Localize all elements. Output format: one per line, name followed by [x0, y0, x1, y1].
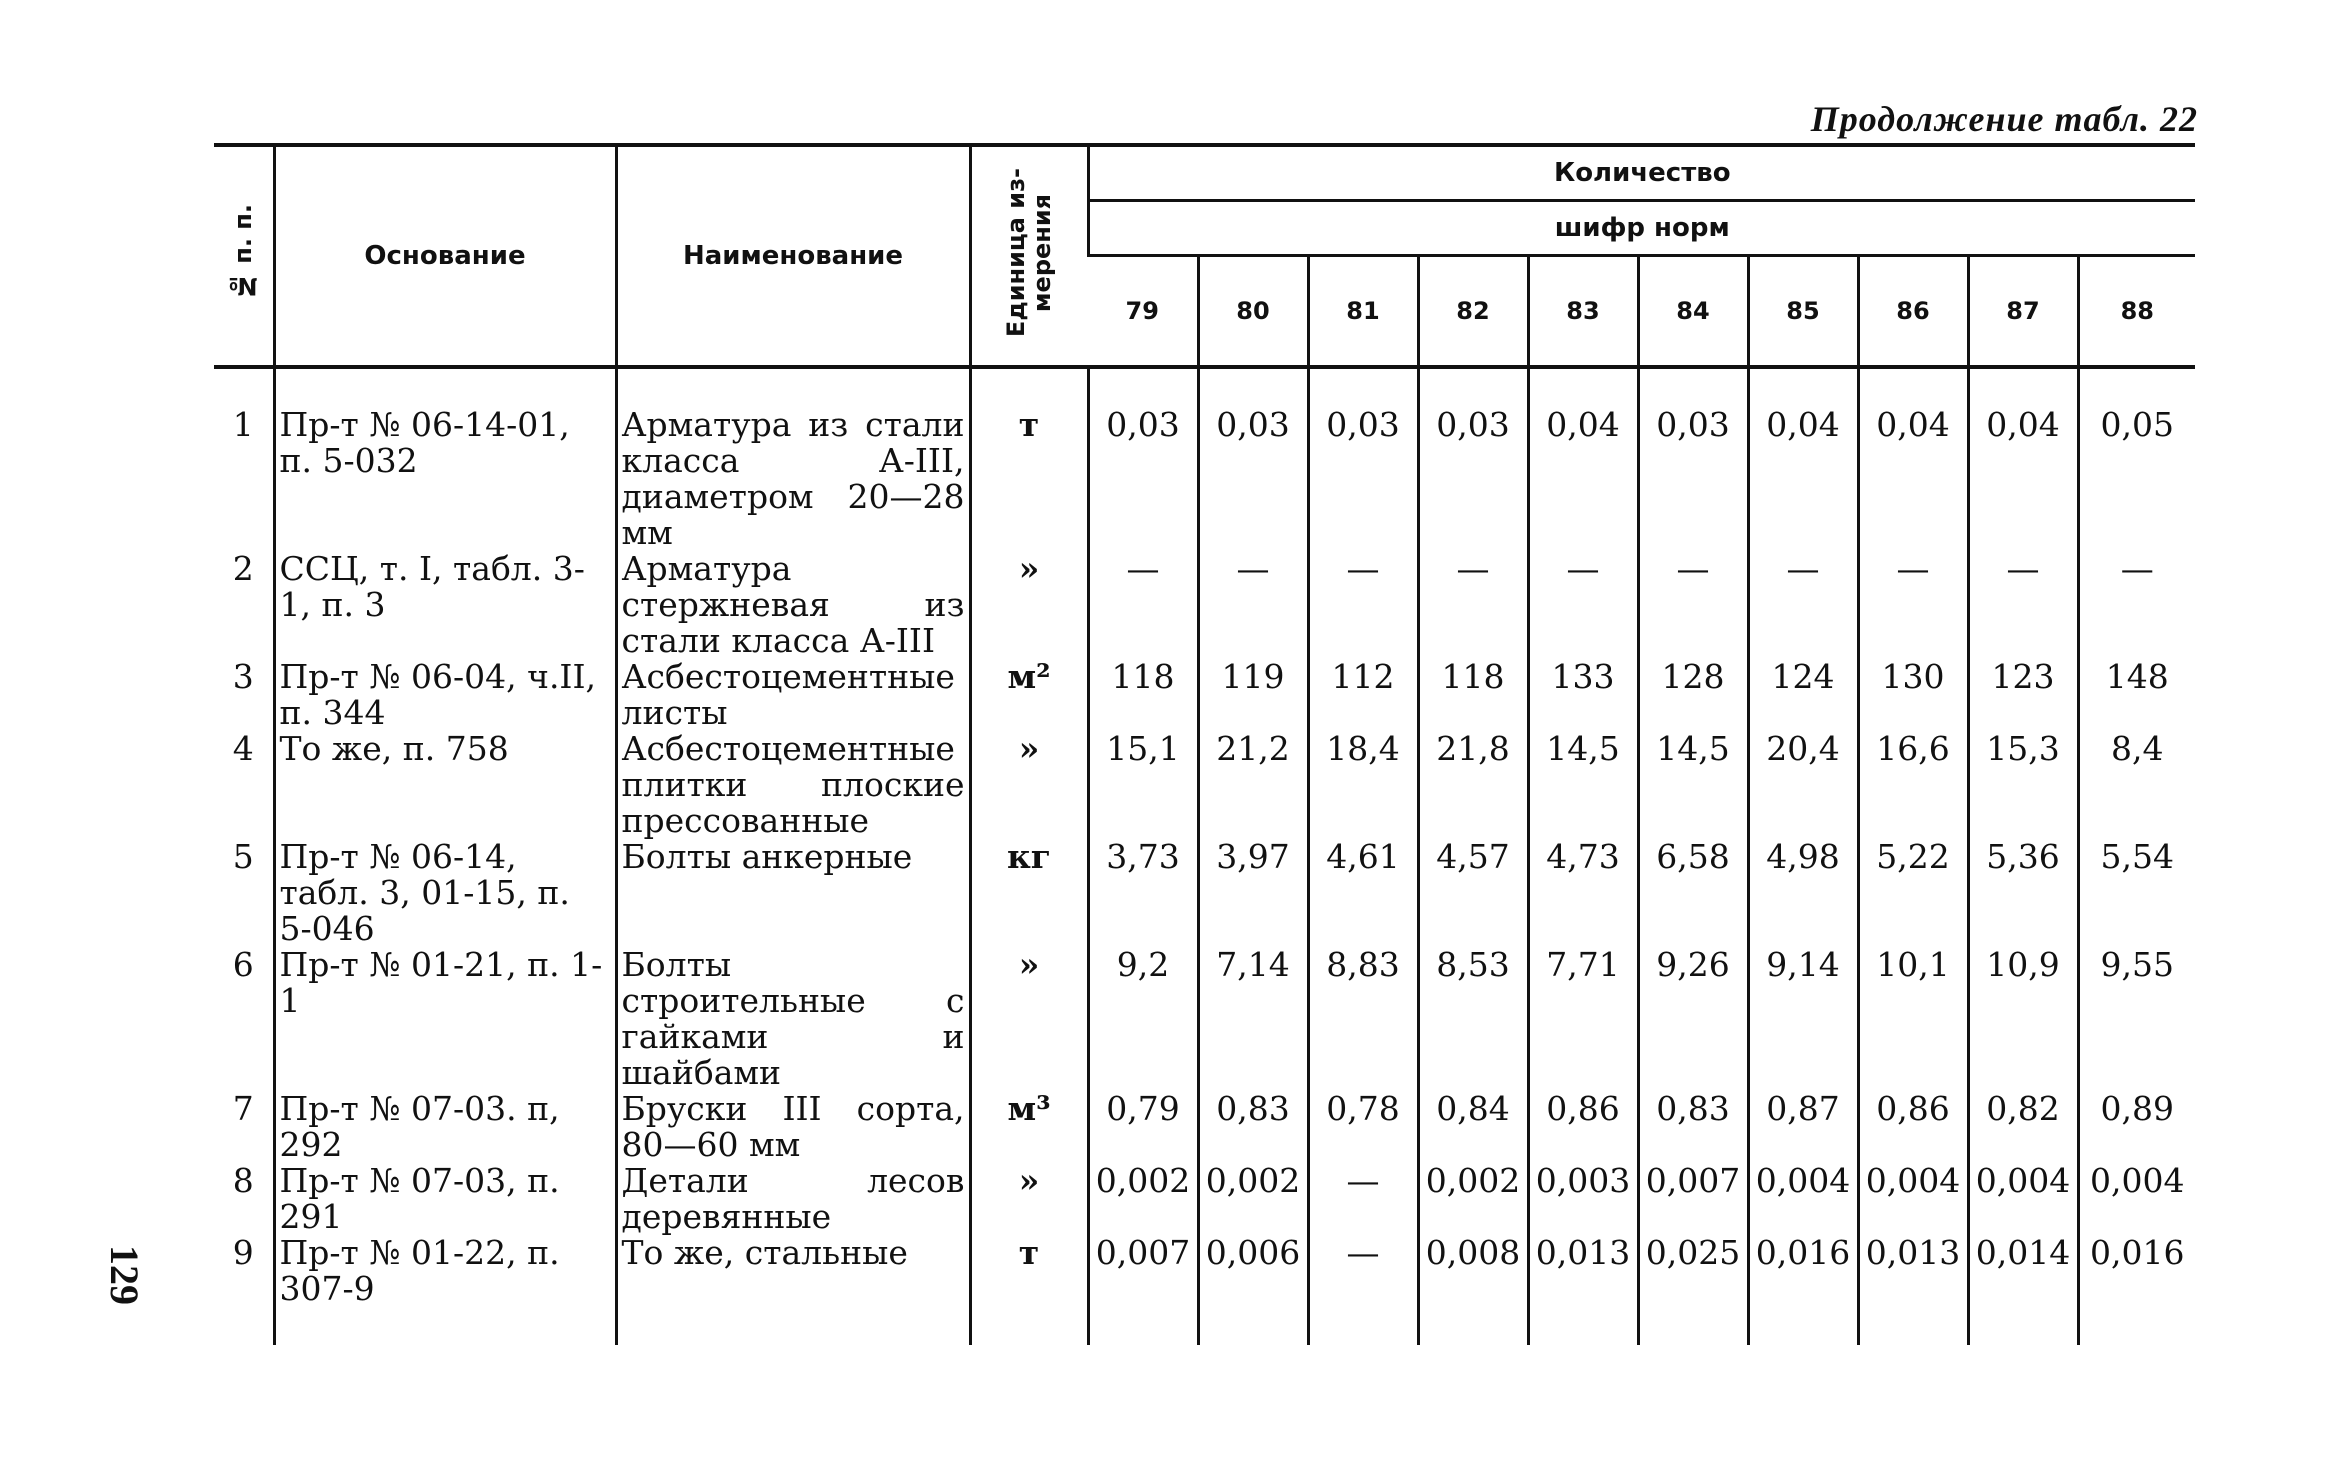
row-quantity-value: 0,002 — [1088, 1163, 1198, 1235]
spacer-cell — [2078, 1307, 2195, 1345]
row-number: 1 — [232, 405, 254, 444]
row-quantity-value: — — [1858, 551, 1968, 659]
row-quantity-value: 0,008 — [1418, 1235, 1528, 1307]
row-quantity-value: 0,002 — [1198, 1163, 1308, 1235]
row-number: 2 — [232, 549, 254, 588]
row-unit: » — [970, 1163, 1088, 1235]
row-quantity-value: 7,71 — [1528, 947, 1638, 1091]
row-quantity-value: 0,79 — [1088, 1091, 1198, 1163]
row-quantity-value: 0,002 — [1418, 1163, 1528, 1235]
row-quantity-value: 5,36 — [1968, 839, 2078, 947]
row-item-name: Бруски III сорта, 80—60 мм — [616, 1091, 970, 1163]
row-quantity-value: 130 — [1858, 659, 1968, 731]
row-number: 4 — [232, 729, 254, 768]
row-quantity-value: 0,006 — [1198, 1235, 1308, 1307]
row-quantity-value: — — [1308, 1235, 1418, 1307]
row-quantity-value: 20,4 — [1748, 731, 1858, 839]
row-number: 7 — [232, 1089, 254, 1128]
row-quantity-value: 0,03 — [1088, 367, 1198, 551]
row-quantity-value: 0,83 — [1638, 1091, 1748, 1163]
row-basis: Пр-т № 07-03. п, 292 — [274, 1091, 616, 1163]
row-quantity-value: 7,14 — [1198, 947, 1308, 1091]
row-quantity-value: 16,6 — [1858, 731, 1968, 839]
row-quantity-value: 118 — [1088, 659, 1198, 731]
row-quantity-value: 10,1 — [1858, 947, 1968, 1091]
row-quantity-value: 14,5 — [1528, 731, 1638, 839]
row-quantity-value: — — [1968, 551, 2078, 659]
row-quantity-value: 0,03 — [1198, 367, 1308, 551]
row-quantity-value: 123 — [1968, 659, 2078, 731]
header-norm-code: 81 — [1308, 256, 1418, 368]
spacer-cell — [1088, 1307, 1198, 1345]
row-quantity-value: 133 — [1528, 659, 1638, 731]
spacer-cell — [1418, 1307, 1528, 1345]
header-no: № п. п. — [214, 145, 274, 367]
row-quantity-value: 0,007 — [1088, 1235, 1198, 1307]
row-quantity-value: 6,58 — [1638, 839, 1748, 947]
row-quantity-value: 0,05 — [2078, 367, 2195, 551]
row-quantity-value: 8,4 — [2078, 731, 2195, 839]
row-basis: Пр-т № 06-04, ч.II, п. 344 — [274, 659, 616, 731]
row-quantity-value: 15,3 — [1968, 731, 2078, 839]
row-quantity-value: 3,97 — [1198, 839, 1308, 947]
spacer-cell — [1748, 1307, 1858, 1345]
row-item-name: Арматура из стали класса А-III, диаметром 20—28 мм — [616, 367, 970, 551]
row-quantity-value: 0,04 — [1748, 367, 1858, 551]
row-quantity-value: 0,025 — [1638, 1235, 1748, 1307]
row-quantity-value: 0,003 — [1528, 1163, 1638, 1235]
table-row — [214, 367, 2195, 551]
table-row — [214, 731, 2195, 839]
row-basis: Пр-т № 06-14-01, п. 5-032 — [274, 367, 616, 551]
header-norm-code: 87 — [1968, 256, 2078, 368]
row-quantity-value: 0,013 — [1528, 1235, 1638, 1307]
row-quantity-value: 0,016 — [1748, 1235, 1858, 1307]
header-norm-code: 82 — [1418, 256, 1528, 368]
header-norm-code: 83 — [1528, 256, 1638, 368]
table-caption: Продолжение табл. 22 — [1810, 99, 2198, 139]
row-number: 8 — [232, 1161, 254, 1200]
row-quantity-value: — — [1528, 551, 1638, 659]
row-item-name: Детали лесов деревянные — [616, 1163, 970, 1235]
row-quantity-value: 21,2 — [1198, 731, 1308, 839]
row-quantity-value: 0,78 — [1308, 1091, 1418, 1163]
row-quantity-value: 0,004 — [1748, 1163, 1858, 1235]
row-unit: кг — [970, 839, 1088, 947]
row-quantity-value: 124 — [1748, 659, 1858, 731]
spacer-cell — [970, 1307, 1088, 1345]
row-number: 9 — [232, 1233, 254, 1272]
row-quantity-value: — — [1418, 551, 1528, 659]
row-quantity-value: 21,8 — [1418, 731, 1528, 839]
row-quantity-value: 0,83 — [1198, 1091, 1308, 1163]
row-quantity-value: — — [1748, 551, 1858, 659]
table-row — [214, 839, 2195, 947]
row-quantity-value: — — [1638, 551, 1748, 659]
row-quantity-value: — — [1198, 551, 1308, 659]
page-number: 129 — [102, 1245, 147, 1305]
row-unit: т — [970, 367, 1088, 551]
row-quantity-value: 119 — [1198, 659, 1308, 731]
row-quantity-value: — — [2078, 551, 2195, 659]
row-quantity-value: 9,2 — [1088, 947, 1198, 1091]
row-basis: То же, п. 758 — [274, 731, 616, 839]
row-quantity-value: 3,73 — [1088, 839, 1198, 947]
header-name: Наименование — [616, 145, 970, 367]
row-unit: » — [970, 731, 1088, 839]
row-quantity-value: 0,04 — [1528, 367, 1638, 551]
row-quantity-value: — — [1088, 551, 1198, 659]
header-norm-code: 85 — [1748, 256, 1858, 368]
table-spacer-row — [214, 1307, 2195, 1345]
header-base: Основание — [274, 145, 616, 367]
header-quantity: Количество — [1088, 145, 2195, 201]
spacer-cell — [1308, 1307, 1418, 1345]
row-unit: » — [970, 947, 1088, 1091]
row-quantity-value: 0,84 — [1418, 1091, 1528, 1163]
row-quantity-value: 9,26 — [1638, 947, 1748, 1091]
row-item-name: Асбестоцементные плитки плоские прессованные — [616, 731, 970, 839]
row-quantity-value: — — [1308, 551, 1418, 659]
row-unit: » — [970, 551, 1088, 659]
spacer-cell — [616, 1307, 970, 1345]
spacer-cell — [1528, 1307, 1638, 1345]
spacer-cell — [214, 1307, 274, 1345]
row-quantity-value: 128 — [1638, 659, 1748, 731]
row-number: 3 — [232, 657, 254, 696]
row-item-name: Болты анкерные — [616, 839, 970, 947]
table-row — [214, 551, 2195, 659]
row-unit: м³ — [970, 1091, 1088, 1163]
row-quantity-value: 0,04 — [1968, 367, 2078, 551]
table-row — [214, 947, 2195, 1091]
row-quantity-value: 0,016 — [2078, 1235, 2195, 1307]
row-quantity-value: 0,004 — [2078, 1163, 2195, 1235]
row-basis: ССЦ, т. I, табл. 3-1, п. 3 — [274, 551, 616, 659]
row-quantity-value: 0,04 — [1858, 367, 1968, 551]
header-norm-code: 88 — [2078, 256, 2195, 368]
row-quantity-value: 10,9 — [1968, 947, 2078, 1091]
header-norm-code: 79 — [1088, 256, 1198, 368]
table-row — [214, 1163, 2195, 1235]
row-quantity-value: 0,82 — [1968, 1091, 2078, 1163]
row-quantity-value: 0,86 — [1858, 1091, 1968, 1163]
row-quantity-value: 15,1 — [1088, 731, 1198, 839]
header-norm-code: 80 — [1198, 256, 1308, 368]
row-quantity-value: 0,86 — [1528, 1091, 1638, 1163]
spacer-cell — [1198, 1307, 1308, 1345]
row-quantity-value: 0,03 — [1418, 367, 1528, 551]
row-quantity-value: 0,03 — [1638, 367, 1748, 551]
row-quantity-value: 4,61 — [1308, 839, 1418, 947]
row-quantity-value: 14,5 — [1638, 731, 1748, 839]
row-quantity-value: 5,22 — [1858, 839, 1968, 947]
spacer-cell — [274, 1307, 616, 1345]
table-row — [214, 1091, 2195, 1163]
row-quantity-value: 9,55 — [2078, 947, 2195, 1091]
row-quantity-value: 5,54 — [2078, 839, 2195, 947]
spacer-cell — [1858, 1307, 1968, 1345]
row-quantity-value: 4,73 — [1528, 839, 1638, 947]
row-basis: Пр-т № 01-22, п. 307-9 — [274, 1235, 616, 1307]
row-item-name: Болты строительные с гайками и шайбами — [616, 947, 970, 1091]
row-quantity-value: 118 — [1418, 659, 1528, 731]
row-quantity-value: 8,83 — [1308, 947, 1418, 1091]
row-quantity-value: 18,4 — [1308, 731, 1418, 839]
row-item-name: Асбестоцементные листы — [616, 659, 970, 731]
row-item-name: То же, стальные — [616, 1235, 970, 1307]
row-basis: Пр-т № 06-14, табл. 3, 01-15, п. 5-046 — [274, 839, 616, 947]
row-quantity-value: 4,57 — [1418, 839, 1528, 947]
row-item-name: Арматура стержневая из стали класса А-III — [616, 551, 970, 659]
row-quantity-value: 0,03 — [1308, 367, 1418, 551]
row-quantity-value: 4,98 — [1748, 839, 1858, 947]
row-quantity-value: 0,89 — [2078, 1091, 2195, 1163]
row-quantity-value: 112 — [1308, 659, 1418, 731]
table-row — [214, 659, 2195, 731]
row-quantity-value: 0,004 — [1858, 1163, 1968, 1235]
row-number: 5 — [232, 837, 254, 876]
row-number: 6 — [232, 945, 254, 984]
row-quantity-value: — — [1308, 1163, 1418, 1235]
header-cipher: шифр норм — [1088, 201, 2195, 256]
row-quantity-value: 9,14 — [1748, 947, 1858, 1091]
row-quantity-value: 0,87 — [1748, 1091, 1858, 1163]
row-unit: т — [970, 1235, 1088, 1307]
materials-table — [214, 143, 2195, 1345]
table-row — [214, 1235, 2195, 1307]
row-quantity-value: 0,013 — [1858, 1235, 1968, 1307]
spacer-cell — [1638, 1307, 1748, 1345]
header-unit: Единица из- мерения — [970, 145, 1088, 367]
row-quantity-value: 148 — [2078, 659, 2195, 731]
row-quantity-value: 8,53 — [1418, 947, 1528, 1091]
row-quantity-value: 0,014 — [1968, 1235, 2078, 1307]
spacer-cell — [1968, 1307, 2078, 1345]
row-quantity-value: 0,007 — [1638, 1163, 1748, 1235]
header-norm-code: 84 — [1638, 256, 1748, 368]
header-norm-code: 86 — [1858, 256, 1968, 368]
row-basis: Пр-т № 01-21, п. 1-1 — [274, 947, 616, 1091]
row-unit: м² — [970, 659, 1088, 731]
row-basis: Пр-т № 07-03, п. 291 — [274, 1163, 616, 1235]
row-quantity-value: 0,004 — [1968, 1163, 2078, 1235]
